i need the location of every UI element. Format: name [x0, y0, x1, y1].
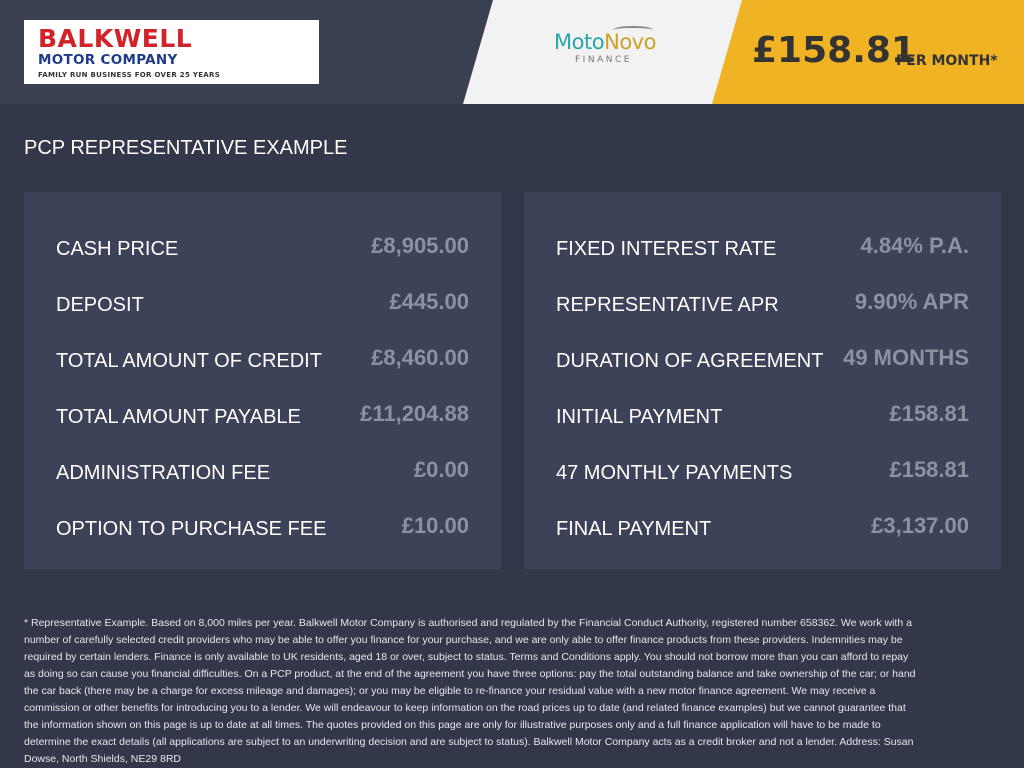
finance-details-left-panel	[24, 192, 501, 569]
detail-label: TOTAL AMOUNT OF CREDIT	[56, 350, 322, 372]
detail-label: 47 MONTHLY PAYMENTS	[556, 462, 793, 484]
detail-value: £158.81	[889, 457, 969, 482]
dealer-logo-name: BALKWELL	[38, 24, 193, 53]
detail-row	[56, 330, 469, 386]
detail-row	[556, 442, 969, 498]
detail-value: £158.81	[889, 401, 969, 426]
lender-logo	[545, 30, 665, 78]
detail-row	[56, 386, 469, 442]
detail-row	[556, 218, 969, 274]
detail-row	[56, 274, 469, 330]
detail-value: £11,204.88	[360, 401, 469, 426]
page-title: PCP REPRESENTATIVE EXAMPLE	[24, 137, 348, 159]
detail-label: OPTION TO PURCHASE FEE	[56, 518, 327, 540]
detail-label: FIXED INTEREST RATE	[556, 238, 777, 260]
lender-logo-name-part2: Novo	[604, 30, 656, 54]
detail-row	[556, 386, 969, 442]
detail-label: DEPOSIT	[56, 294, 144, 316]
detail-value: 49 MONTHS	[843, 345, 969, 370]
detail-value: 9.90% APR	[854, 289, 969, 314]
detail-label: DURATION OF AGREEMENT	[556, 350, 824, 372]
detail-label: FINAL PAYMENT	[556, 518, 712, 540]
detail-value: £8,905.00	[371, 233, 469, 258]
detail-label: TOTAL AMOUNT PAYABLE	[56, 406, 301, 428]
detail-row	[56, 218, 469, 274]
detail-value: £8,460.00	[371, 345, 469, 370]
detail-value: £0.00	[413, 457, 469, 482]
lender-logo-name-part1: Moto	[554, 30, 605, 54]
detail-value: 4.84% P.A.	[860, 233, 969, 258]
detail-row	[56, 442, 469, 498]
detail-row	[56, 498, 469, 554]
detail-row	[556, 330, 969, 386]
detail-value: £3,137.00	[871, 513, 969, 538]
finance-details-right-panel	[524, 192, 1001, 569]
dealer-logo-subname: MOTOR COMPANY	[38, 52, 178, 68]
detail-row	[556, 274, 969, 330]
lender-logo-subtitle: FINANCE	[575, 55, 632, 65]
detail-label: CASH PRICE	[56, 238, 179, 260]
detail-value: £445.00	[389, 289, 469, 314]
detail-label: INITIAL PAYMENT	[556, 406, 723, 428]
lender-logo-name	[545, 30, 665, 54]
dealer-logo-tagline: FAMILY RUN BUSINESS FOR OVER 25 YEARS	[38, 71, 221, 79]
monthly-price: £158.81	[752, 30, 916, 71]
monthly-price-label: PER MONTH*	[896, 53, 998, 69]
detail-label: ADMINISTRATION FEE	[56, 462, 271, 484]
dealer-logo	[24, 20, 319, 84]
disclaimer-text: * Representative Example. Based on 8,000 miles per year. Balkwell Motor Company is authorised and regulated by the Financial Conduct Authority, registered number 658362. We work with a number of carefully selected credit providers who may be able to offer you finance for your purchase, and we are only able to offer finance products from these providers. Indemnities may be required by certain lenders. Finance is only available to UK residents, aged 18 or over, subject to status. Terms and Conditions apply. You should not borrow more than you can afford to repay as doing so can cause you financial difficulties. On a PCP product, at the end of the agreement you have three options: pay the total outstanding balance and take ownership of the car; or hand the car back (there may be a charge for excess mileage and damages); or you may be eligible to re-finance your residual value with a new motor finance agreement. We may receive a commission or other benefits for introducing you to a lender. We will endeavour to keep information on the road prices up to date (and related finance examples) but we cannot guarantee that the information shown on this page is up to date at all times. The quotes provided on this page are only for illustrative purposes only and a full finance application will have to be made to determine the exact details (all applications are subject to an underwriting decision and are subject to status). Balkwell Motor Company acts as a credit broker and not a lender. Address: Susan Dowse, North Shields, NE29 8RD	[24, 617, 916, 765]
detail-label: REPRESENTATIVE APR	[556, 294, 779, 316]
detail-row	[556, 498, 969, 554]
lender-swoosh-icon	[613, 26, 653, 34]
detail-value: £10.00	[401, 513, 469, 538]
